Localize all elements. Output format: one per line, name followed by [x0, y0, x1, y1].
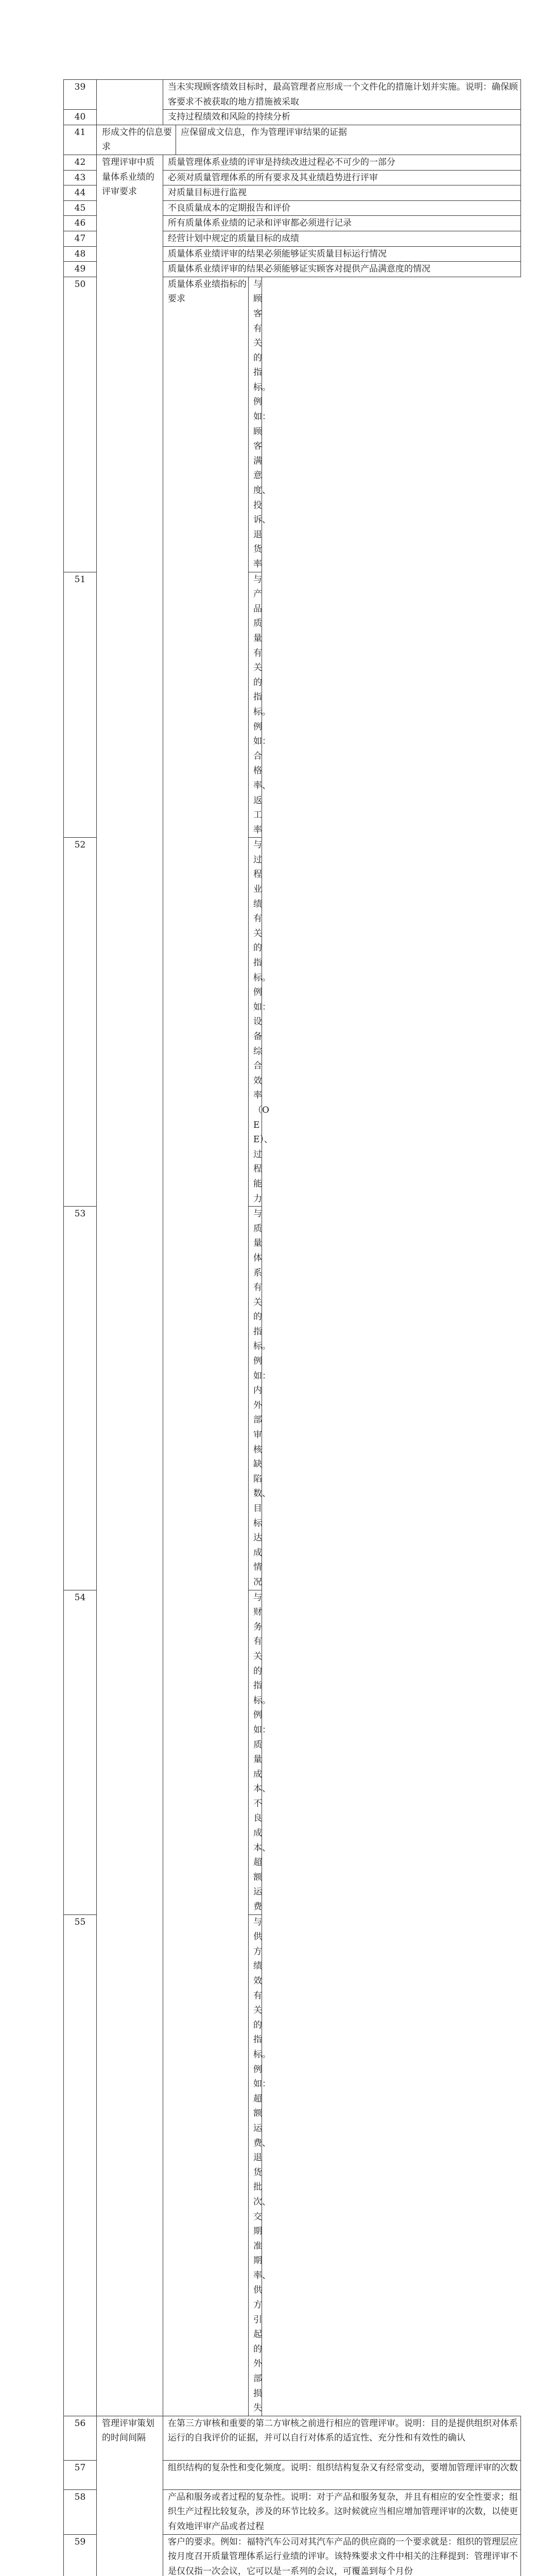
indicator-text: 与顾客有关的指标。例如：顾客满意度、投诉、退货率: [249, 277, 262, 572]
row-number: 56: [64, 2416, 97, 2460]
row-number: 43: [64, 170, 97, 185]
row-number: 40: [64, 110, 97, 125]
row-number: 50: [64, 277, 97, 572]
row-number: 57: [64, 2460, 97, 2489]
row-number: 59: [64, 2534, 97, 2576]
row-number: 45: [64, 200, 97, 216]
requirement-text: 组织结构的复杂性和变化频度。说明：组织结构复杂又有经常变动，要增加管理评审的次数: [163, 2460, 521, 2489]
requirement-text: 在第三方审核和重要的第二方审核之前进行相应的管理评审。说明：目的是提供组织对体系运行的自我评价的证据，并可以自行对体系的适宜性、充分性和有效性的确认: [163, 2416, 521, 2460]
table-row: [64, 2416, 521, 2460]
requirement-text: 产品和服务或者过程的复杂性。说明：对于产品和服务复杂，并且有相应的安全性要求；组织生产过程比较复杂，涉及的环节比较多。这时候就应当相应增加管理评审的次数，以使更有效地评审产品或者过程: [163, 2489, 521, 2534]
requirement-text: 客户的要求。例如：福特汽车公司对其汽车产品的供应商的一个要求就是：组织的管理层应按月度召开质量管理体系运行业绩的评审。该特殊要求文件中相关的注释提到：管理评审不是仅仅指一次会议，它可以是一系列的会议，可覆盖到每个月份: [163, 2534, 521, 2576]
management-review-table: [63, 79, 521, 2576]
requirement-text: 质量管理体系业绩的评审是持续改进过程必不可少的一部分: [163, 155, 521, 170]
requirement-text: 不良质量成本的定期报告和评价: [163, 200, 521, 216]
category-label: 形成文件的信息要求: [97, 125, 176, 155]
requirement-text: 对质量目标进行监视: [163, 185, 521, 201]
row-number: 58: [64, 2489, 97, 2534]
row-number: 53: [64, 1207, 97, 1590]
row-number: 51: [64, 572, 97, 838]
row-number: 54: [64, 1590, 97, 1914]
row-number: 55: [64, 1914, 97, 2416]
requirement-text: 质量体系业绩评审的结果必须能够证实质量目标运行情况: [163, 246, 521, 262]
row-number: 46: [64, 216, 97, 231]
requirement-text: 应保留成文信息，作为管理评审结果的证据: [176, 125, 521, 155]
indicator-text: 与过程业绩有关的指标。例如：设备综合效率（OEE）、过程能力: [249, 838, 262, 1207]
row-number: 44: [64, 185, 97, 201]
requirement-text: 经营计划中规定的质量目标的成绩: [163, 231, 521, 246]
row-number: 41: [64, 125, 97, 155]
table-row: [64, 80, 521, 110]
requirement-text: 当未实现顾客绩效目标时，最高管理者应形成一个文件化的措施计划并实施。说明：确保顾客要求不被获取的地方措施被采取: [163, 80, 521, 110]
category-label: 管理评审策划的时间间隔: [97, 2416, 163, 2576]
row-number: 49: [64, 262, 97, 277]
row-number: 48: [64, 246, 97, 262]
row-number: 47: [64, 231, 97, 246]
category-label: 管理评审中质量体系业绩的评审要求: [97, 155, 163, 2416]
requirement-text: 支持过程绩效和风险的持续分析: [163, 110, 521, 125]
row-number: 42: [64, 155, 97, 170]
indicator-group-label: 质量体系业绩指标的要求: [163, 277, 249, 2416]
table-row: [64, 155, 521, 170]
empty-category-cell: [97, 80, 163, 125]
indicator-text: 与质量体系有关的指标。例如：内外部审核缺陷数、目标达成情况: [249, 1207, 262, 1590]
requirement-text: 所有质量体系业绩的记录和评审都必须进行记录: [163, 216, 521, 231]
table-row: [64, 125, 521, 155]
row-number: 39: [64, 80, 97, 110]
requirement-text: 质量体系业绩评审的结果必须能够证实顾客对提供产品满意度的情况: [163, 262, 521, 277]
requirement-text: 必须对质量管理体系的所有要求及其业绩趋势进行评审: [163, 170, 521, 185]
indicator-text: 与财务有关的指标。例如：质量成本、不良成本、超额运费: [249, 1590, 262, 1914]
indicator-text: 与供方绩效有关的指标。例如：超额运费、退货批次、交期准期率、供方引起的外部损失: [249, 1914, 262, 2416]
indicator-text: 与产品质量有关的指标。例如：合格率、返工率: [249, 572, 262, 838]
row-number: 52: [64, 838, 97, 1207]
